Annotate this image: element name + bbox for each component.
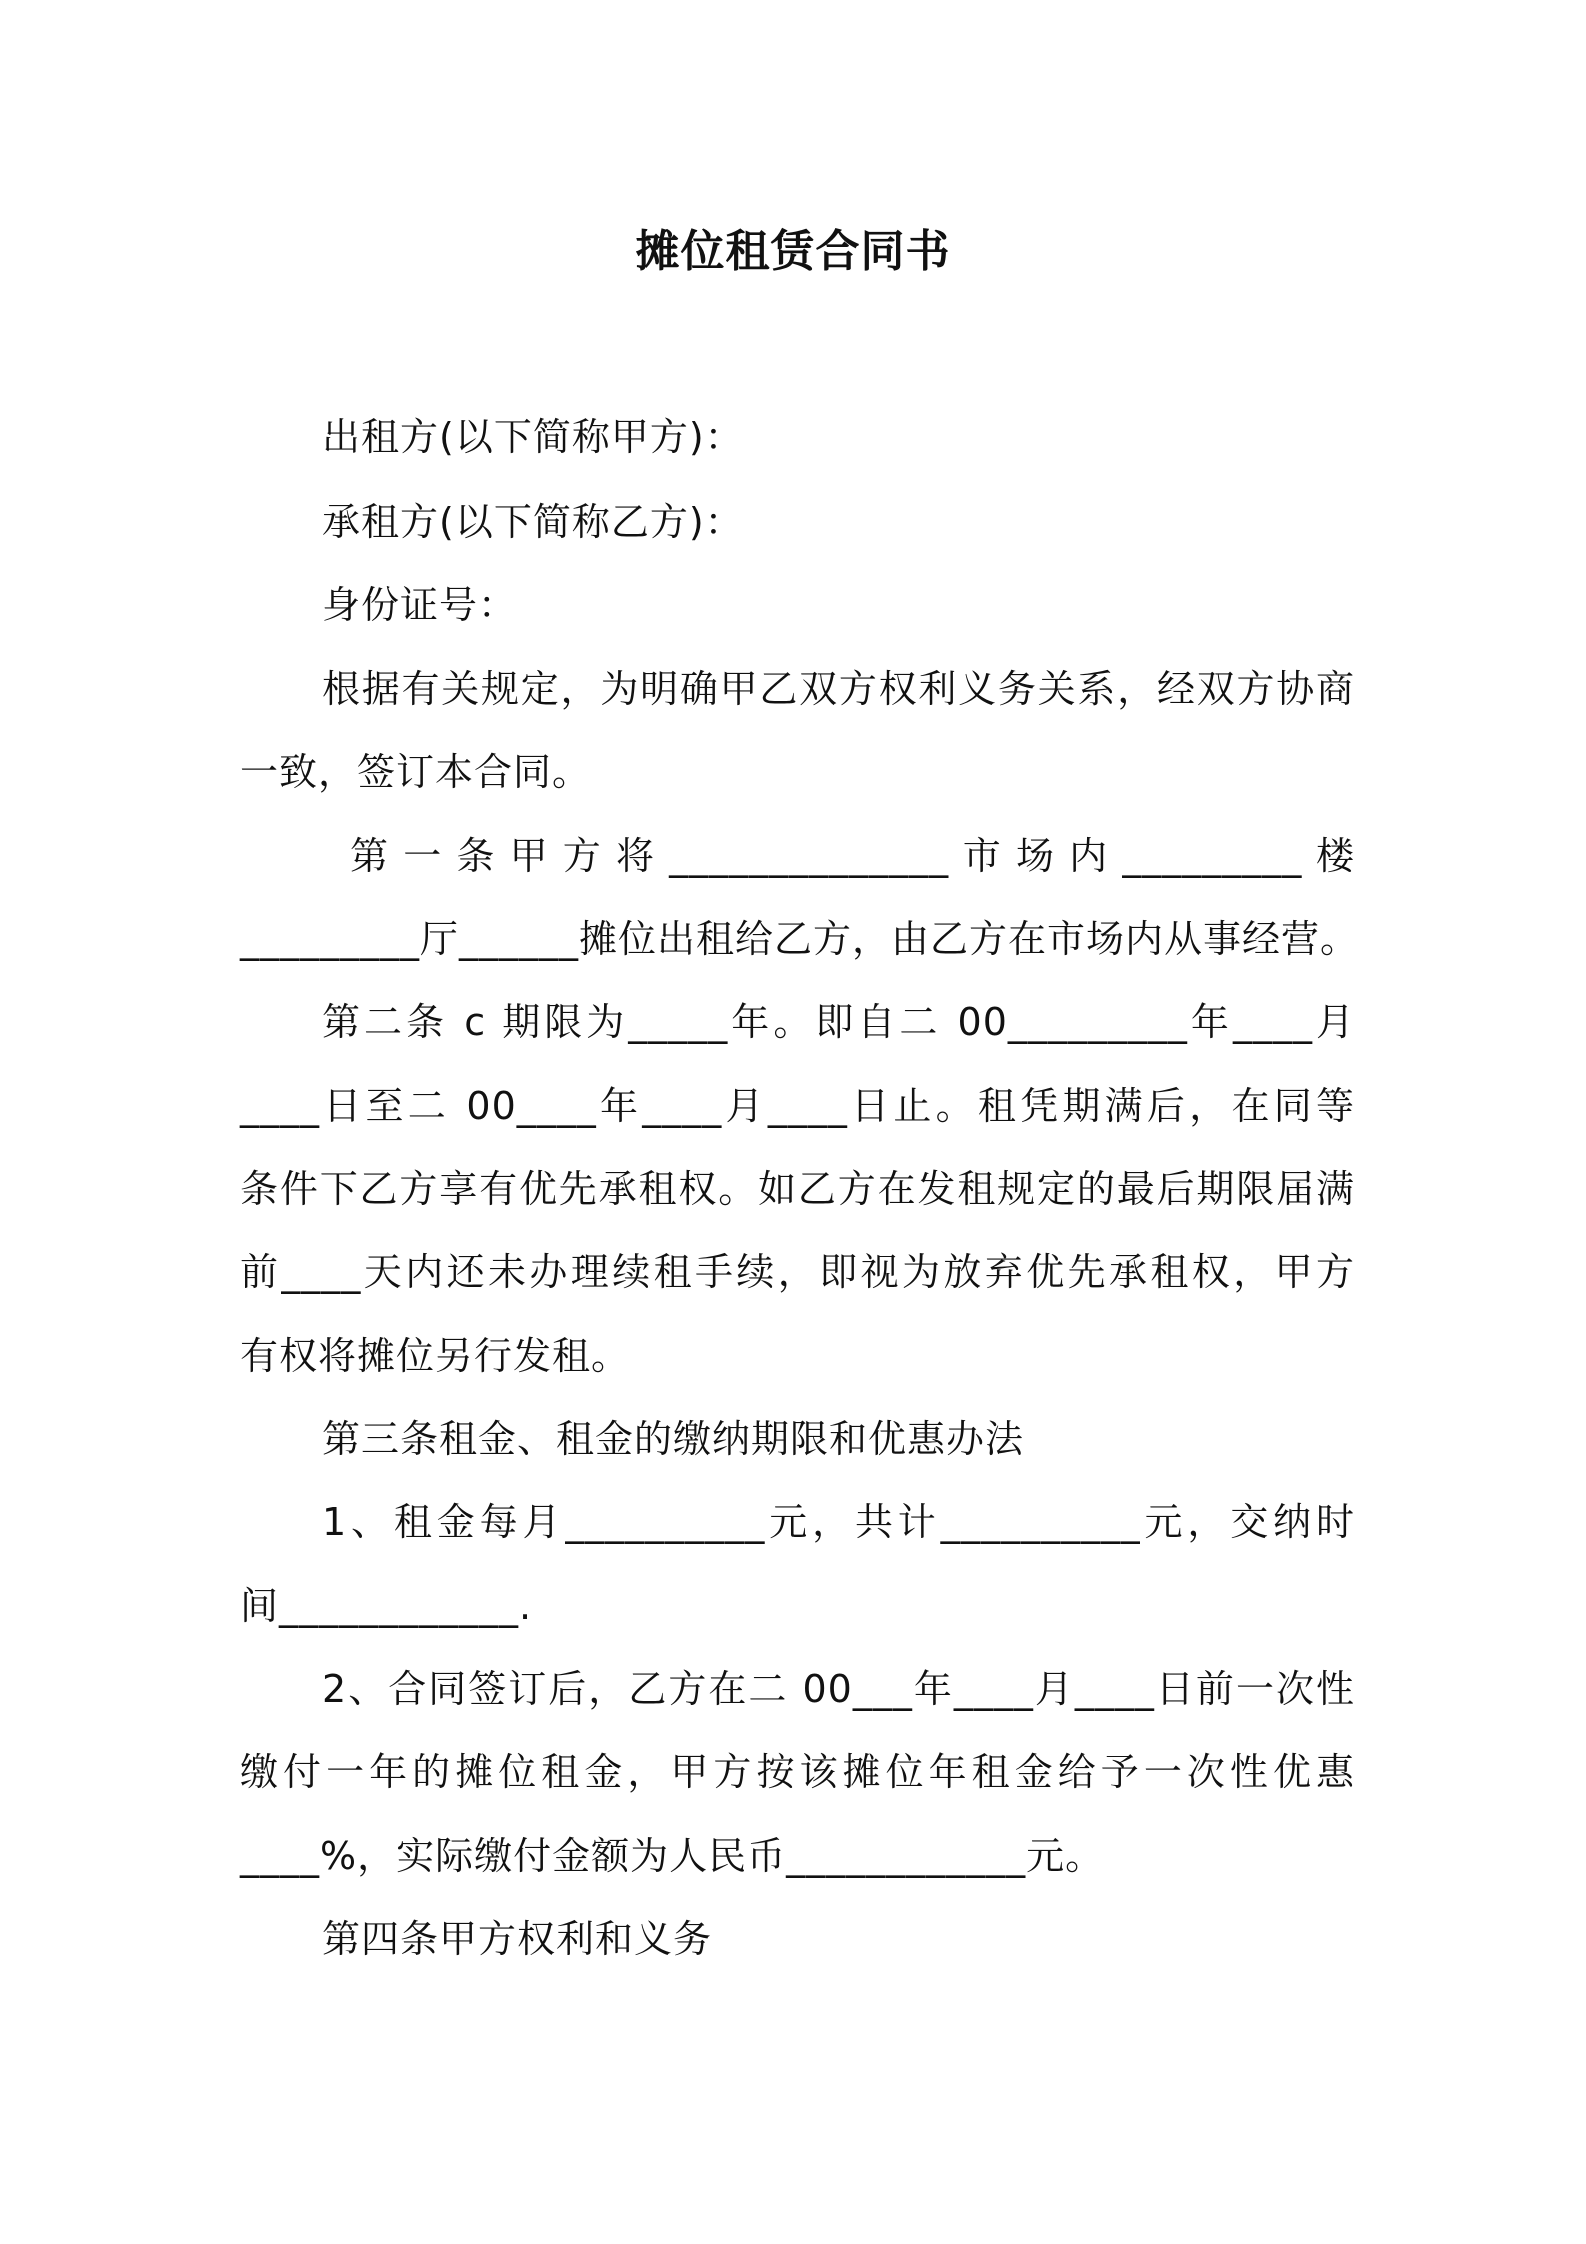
article-2-line-4: 前____天内还未办理续租手续，即视为放弃优先承租权，甲方 <box>240 1250 1355 1294</box>
article-3-heading: 第三条租金、租金的缴纳期限和优惠办法 <box>322 1417 1025 1461</box>
article-3-item-1-line-1: 1、租金每月__________元，共计__________元，交纳时 <box>322 1500 1355 1544</box>
document-title: 摊位租赁合同书 <box>635 226 951 277</box>
article-2-line-2: ____日至二 00____年____月____日止。租凭期满后，在同等 <box>240 1084 1355 1128</box>
intro-line-1: 根据有关规定，为明确甲乙双方权利义务关系，经双方协商 <box>322 667 1355 711</box>
article-3-item-2-line-1: 2、合同签订后，乙方在二 00___年____月____日前一次性 <box>322 1667 1355 1711</box>
lessor-line: 出租方(以下简称甲方)： <box>322 415 744 459</box>
article-3-item-1-line-2: 间____________. <box>240 1584 533 1628</box>
article-2-line-5: 有权将摊位另行发租。 <box>240 1334 631 1378</box>
intro-line-2: 一致，签订本合同。 <box>240 750 592 794</box>
article-2-line-3: 条件下乙方享有优先承租权。如乙方在发租规定的最后期限届满 <box>240 1167 1355 1211</box>
id-number-line: 身份证号： <box>322 583 518 627</box>
article-1-line-1: 第 一 条 甲 方 将 ______________ 市 场 内 _________ 楼 <box>350 834 1355 878</box>
article-3-item-2-line-2: 缴付一年的摊位租金，甲方按该摊位年租金给予一次性优惠 <box>240 1750 1355 1794</box>
lessee-line: 承租方(以下简称乙方)： <box>322 500 744 544</box>
article-4-heading: 第四条甲方权利和义务 <box>322 1917 713 1961</box>
article-1-line-2: _________厅______摊位出租给乙方，由乙方在市场内从事经营。 <box>240 917 1360 961</box>
article-2-line-1: 第二条 c 期限为_____年。即自二 00_________年____月 <box>322 1000 1355 1044</box>
article-3-item-2-line-3: ____%，实际缴付金额为人民币____________元。 <box>240 1834 1105 1878</box>
